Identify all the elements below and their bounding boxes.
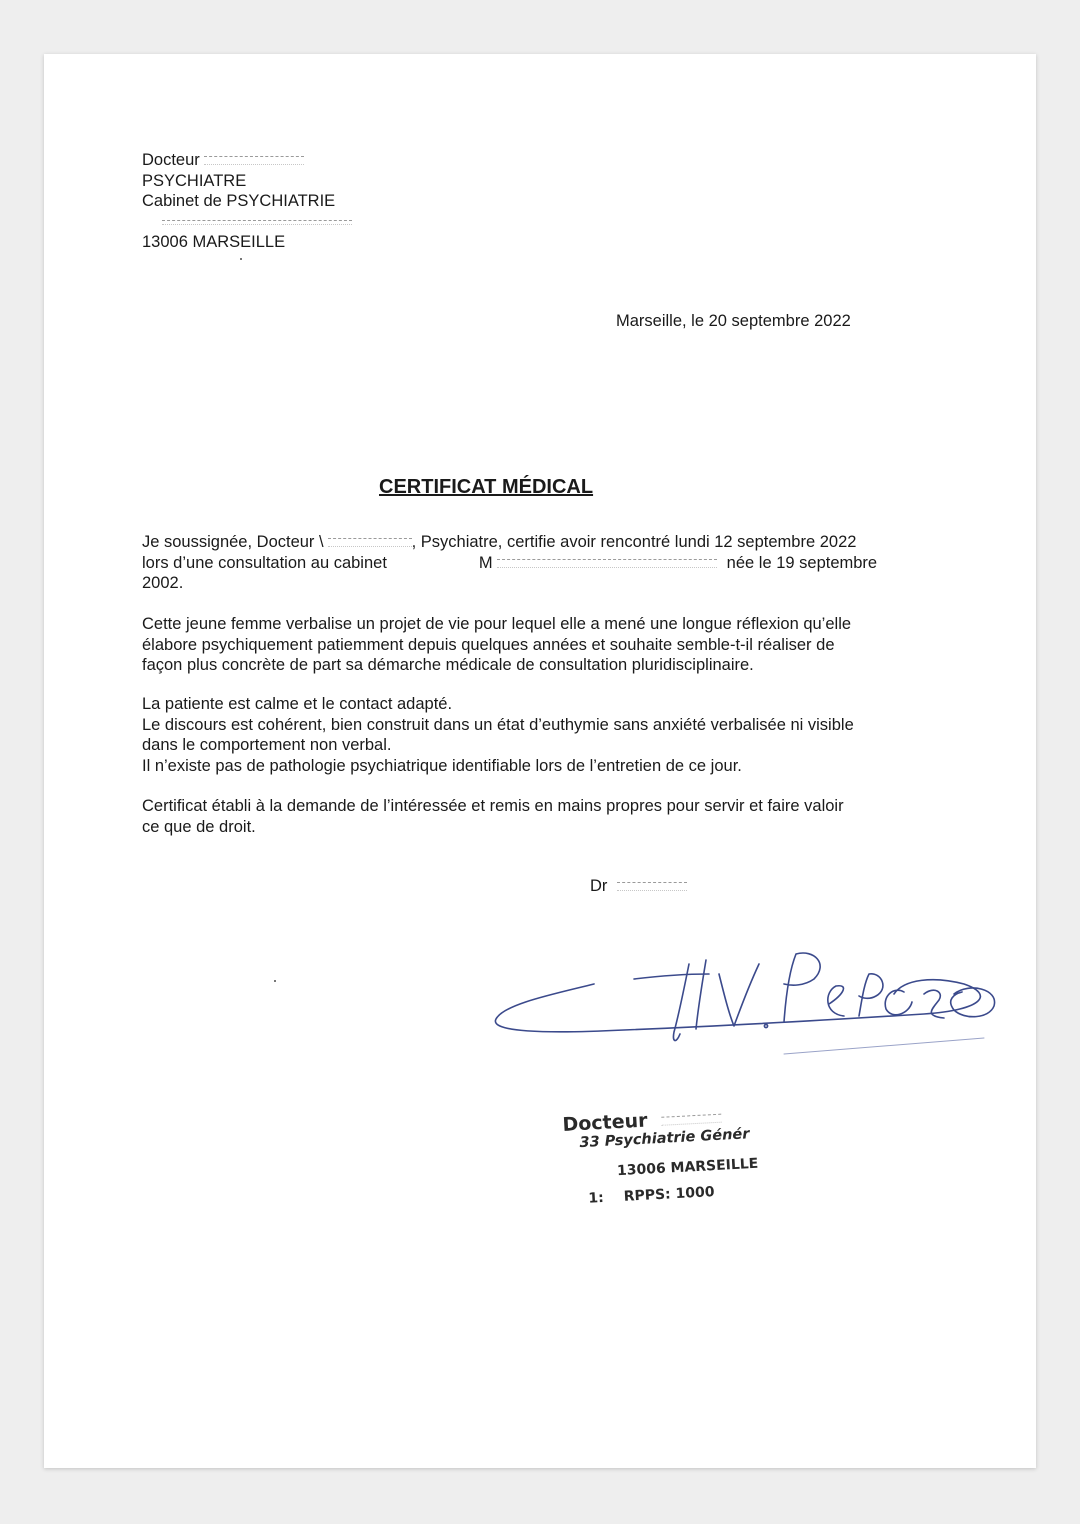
assessment-line-1: La patiente est calme et le contact adapté. (142, 695, 453, 713)
document-date: Marseille, le 20 septembre 2022 (616, 312, 851, 330)
document-title: CERTIFICAT MÉDICAL (379, 476, 594, 498)
header-specialty: PSYCHIATRE (142, 171, 247, 190)
redacted-name (204, 156, 304, 165)
stamp-prefix: 1: (588, 1189, 605, 1207)
redacted-name (328, 538, 412, 547)
intro-line-2c: née le 19 septembre (726, 553, 878, 572)
scan-speck (240, 258, 242, 260)
document-page (44, 54, 1036, 1468)
header-doctor: Docteur (142, 151, 200, 169)
header-cabinet: Cabinet de PSYCHIATRIE (142, 192, 336, 210)
redacted-name (661, 1114, 721, 1126)
intro-line-2b: M (478, 553, 493, 572)
project-line-2: élabore psychiquement patiemment depuis quelques années et souhaite semble-t-il réaliser de (142, 635, 835, 654)
paragraph-closing (142, 796, 972, 837)
project-line-1: Cette jeune femme verbalise un projet de vie pour lequel elle a mené une longue réflexion qu’elle (142, 615, 852, 633)
redacted-patient (497, 559, 717, 568)
stamp-city: 13006 MARSEILLE (616, 1155, 759, 1180)
project-line-3: façon plus concrète de part sa démarche médicale de consultation pluridisciplinaire. (142, 656, 754, 674)
closing-line-1: Certificat établi à la demande de l’intéressée et remis en mains propres pour servir et faire valoir (142, 797, 844, 815)
intro-line-2a: lors d’une consultation au cabinet (142, 553, 387, 572)
paragraph-assessment (142, 694, 972, 776)
paragraph-intro (142, 532, 972, 594)
intro-line-3: 2002. (142, 574, 184, 592)
paragraph-project (142, 614, 972, 676)
assessment-line-3: dans le comportement non verbal. (142, 736, 392, 754)
assessment-line-4: Il n’existe pas de pathologie psychiatrique identifiable lors de l’entretien de ce jour. (142, 756, 742, 775)
scan-speck (274, 980, 276, 982)
redacted-name (617, 882, 687, 891)
closing-line-2: ce que de droit. (142, 817, 256, 836)
signer-name (590, 876, 687, 897)
intro-line-1a: Je soussignée, Docteur \ (142, 533, 324, 551)
handwritten-signature (484, 934, 1004, 1064)
assessment-line-2: Le discours est cohérent, bien construit dans un état d’euthymie sans anxiété verbalisée ni visible (142, 715, 854, 734)
redacted-address (142, 212, 352, 232)
intro-line-1b: , Psychiatre, certifie avoir rencontré lundi 12 septembre 2022 (411, 533, 857, 551)
doctor-header (142, 150, 352, 252)
signer-prefix: Dr (590, 877, 608, 895)
header-city: 13006 MARSEILLE (142, 232, 286, 251)
stamp-rpps: RPPS: 1000 (623, 1184, 715, 1205)
stamp-title: Docteur (562, 1109, 648, 1136)
doctor-stamp (562, 1104, 760, 1208)
stamp-specialty: 33 Psychiatrie Génér (579, 1126, 750, 1152)
